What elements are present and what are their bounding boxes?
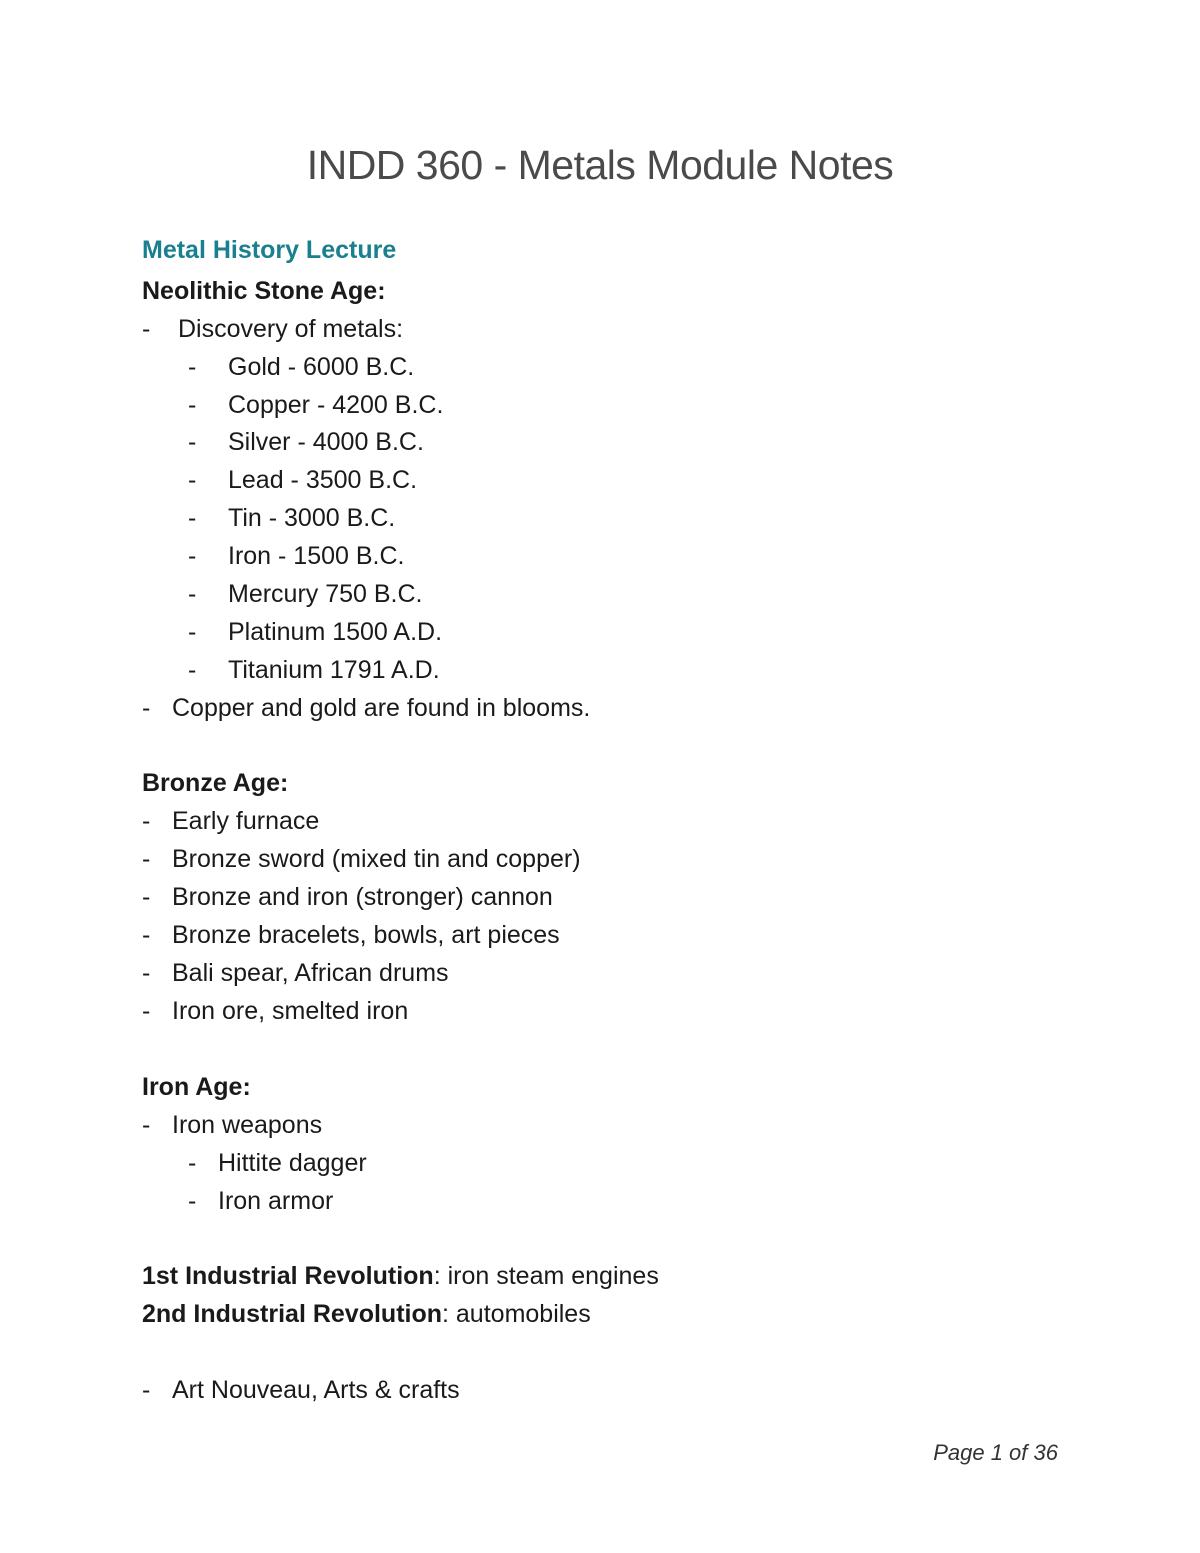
page-number: Page 1 of 36 bbox=[933, 1440, 1058, 1465]
list-item: Bronze sword (mixed tin and copper) bbox=[172, 845, 581, 873]
list-item: Gold - 6000 B.C. bbox=[228, 353, 415, 381]
list-item: Titanium 1791 A.D. bbox=[228, 656, 440, 684]
industrial-first bbox=[142, 1261, 659, 1291]
bullet-dash: - bbox=[142, 845, 151, 873]
bullet-dash: - bbox=[142, 807, 151, 835]
neolithic-heading: Neolithic Stone Age: bbox=[142, 277, 386, 305]
list-item: Bronze bracelets, bowls, art pieces bbox=[172, 921, 560, 949]
bullet-dash: - bbox=[188, 542, 197, 570]
list-item: Bronze and iron (stronger) cannon bbox=[172, 883, 553, 911]
bullet-dash: - bbox=[188, 466, 197, 494]
industrial-second-label: 2nd Industrial Revolution bbox=[142, 1300, 443, 1328]
bullet-dash: - bbox=[142, 959, 151, 987]
industrial-first-text: : iron steam engines bbox=[433, 1262, 659, 1290]
bullet-dash: - bbox=[142, 883, 151, 911]
page-title: INDD 360 - Metals Module Notes bbox=[306, 142, 894, 188]
section-heading: Metal History Lecture bbox=[142, 236, 397, 264]
list-item: Bali spear, African drums bbox=[172, 959, 449, 987]
bronze-heading: Bronze Age: bbox=[142, 769, 289, 797]
bullet-dash: - bbox=[188, 428, 197, 456]
bullet-dash: - bbox=[142, 1111, 151, 1139]
list-item: Platinum 1500 A.D. bbox=[228, 618, 443, 646]
bullet-dash: - bbox=[188, 391, 197, 419]
bullet-dash: - bbox=[142, 315, 151, 343]
list-item: Early furnace bbox=[172, 807, 320, 835]
industrial-first-label: 1st Industrial Revolution bbox=[142, 1262, 434, 1290]
list-item: Copper - 4200 B.C. bbox=[228, 391, 444, 419]
list-item: Iron ore, smelted iron bbox=[172, 997, 409, 1025]
bullet-dash: - bbox=[142, 997, 151, 1025]
iron-heading: Iron Age: bbox=[142, 1073, 251, 1101]
bullet-dash: - bbox=[188, 1187, 197, 1215]
list-item: Art Nouveau, Arts & crafts bbox=[172, 1376, 460, 1404]
bullet-dash: - bbox=[142, 921, 151, 949]
list-item: Hittite dagger bbox=[218, 1149, 367, 1177]
bullet-dash: - bbox=[142, 1376, 151, 1404]
list-item: Mercury 750 B.C. bbox=[228, 580, 423, 608]
industrial-second bbox=[142, 1299, 591, 1329]
bullet-dash: - bbox=[188, 353, 197, 381]
bullet-dash: - bbox=[188, 656, 197, 684]
bullet-dash: - bbox=[142, 694, 151, 722]
bullet-dash: - bbox=[188, 618, 197, 646]
list-item: Tin - 3000 B.C. bbox=[228, 504, 396, 532]
list-item: Lead - 3500 B.C. bbox=[228, 466, 418, 494]
bullet-dash: - bbox=[188, 504, 197, 532]
list-item: Silver - 4000 B.C. bbox=[228, 428, 424, 456]
bullet-dash: - bbox=[188, 580, 197, 608]
list-item: Copper and gold are found in blooms. bbox=[172, 694, 591, 722]
list-item: Discovery of metals: bbox=[178, 315, 404, 343]
industrial-second-text: : automobiles bbox=[442, 1300, 591, 1328]
list-item: Iron armor bbox=[218, 1187, 334, 1215]
list-item: Iron weapons bbox=[172, 1111, 323, 1139]
bullet-dash: - bbox=[188, 1149, 197, 1177]
list-item: Iron - 1500 B.C. bbox=[228, 542, 405, 570]
